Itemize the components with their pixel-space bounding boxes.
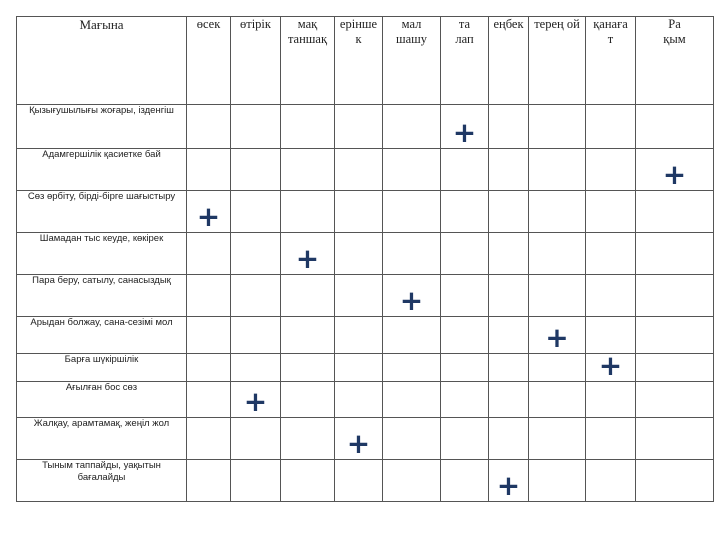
table-cell (529, 354, 586, 382)
table-cell (335, 233, 383, 275)
table-cell (281, 233, 335, 275)
corner-header: Мағына (17, 17, 187, 105)
table-cell (187, 275, 231, 317)
plus-mark: + (196, 200, 221, 233)
table-cell (231, 317, 281, 354)
row-label: Жалқау, арамтамақ, жеңіл жол (17, 418, 187, 460)
table-cell (231, 191, 281, 233)
table-cell (187, 191, 231, 233)
column-header: ерінше к (335, 17, 383, 105)
table-cell (335, 317, 383, 354)
table-cell (187, 418, 231, 460)
column-header: мақ таншақ (281, 17, 335, 105)
table-cell (529, 460, 586, 502)
column-header: өтірік (231, 17, 281, 105)
table-cell (231, 233, 281, 275)
table-cell (489, 382, 529, 418)
table-cell (441, 275, 489, 317)
table-cell (441, 382, 489, 418)
table-cell (529, 418, 586, 460)
plus-mark: + (346, 427, 371, 460)
table-cell (586, 460, 636, 502)
plus-mark: + (399, 284, 424, 317)
table-cell (441, 233, 489, 275)
table-cell (586, 275, 636, 317)
table-cell (529, 317, 586, 354)
column-header: Ра қым (636, 17, 714, 105)
table-cell (529, 382, 586, 418)
table-cell (636, 105, 714, 149)
row-label: Ағылған бос сөз (17, 382, 187, 418)
table-row (17, 149, 714, 191)
column-header: қанаға т (586, 17, 636, 105)
table-cell (281, 418, 335, 460)
table-cell (489, 418, 529, 460)
table-cell (281, 354, 335, 382)
column-header: мал шашу (383, 17, 441, 105)
table-cell (489, 275, 529, 317)
table-cell (335, 418, 383, 460)
table-cell (187, 460, 231, 502)
table-cell (586, 105, 636, 149)
table-cell (187, 317, 231, 354)
header-row (17, 17, 714, 105)
table-cell (231, 354, 281, 382)
table-cell (383, 317, 441, 354)
table-cell (187, 382, 231, 418)
row-label: Шамадан тыс кеуде, көкірек (17, 233, 187, 275)
table-cell (383, 418, 441, 460)
plus-mark: + (598, 353, 623, 382)
table-cell (281, 149, 335, 191)
plus-mark: + (545, 321, 569, 354)
table-cell (187, 105, 231, 149)
plus-mark: + (496, 469, 521, 502)
table-cell (187, 233, 231, 275)
row-label: Адамгершілік қасиетке бай (17, 149, 187, 191)
column-header: терең ой (529, 17, 586, 105)
table-cell (586, 149, 636, 191)
plus-mark: + (243, 385, 268, 418)
table-row (17, 191, 714, 233)
table-body (17, 105, 714, 502)
table-cell (383, 354, 441, 382)
table-cell (383, 233, 441, 275)
column-header: та лап (441, 17, 489, 105)
table-cell (281, 460, 335, 502)
table-row (17, 460, 714, 502)
row-label: Қызығушылығы жоғары, ізденгіш (17, 105, 187, 149)
table-row (17, 418, 714, 460)
table-cell (636, 418, 714, 460)
plus-mark: + (452, 116, 477, 149)
table-cell (281, 382, 335, 418)
table-cell (231, 460, 281, 502)
table-cell (529, 149, 586, 191)
table-cell (529, 233, 586, 275)
table-cell (281, 191, 335, 233)
table-cell (441, 191, 489, 233)
table-cell (586, 354, 636, 382)
table-cell (441, 317, 489, 354)
table-row (17, 275, 714, 317)
table-cell (636, 149, 714, 191)
table-cell (231, 105, 281, 149)
table-cell (441, 149, 489, 191)
column-header: еңбек (489, 17, 529, 105)
row-label: Арыдан болжау, сана-сезімі мол (17, 317, 187, 354)
table-cell (335, 275, 383, 317)
table-cell (187, 149, 231, 191)
table-cell (383, 460, 441, 502)
table-cell (489, 105, 529, 149)
plus-mark: + (295, 242, 320, 275)
table-cell (636, 354, 714, 382)
table-cell (441, 354, 489, 382)
table-row (17, 382, 714, 418)
table-cell (281, 275, 335, 317)
table-cell (231, 275, 281, 317)
row-label: Сөз өрбіту, бірді-бірге шағыстыру (17, 191, 187, 233)
table-row (17, 233, 714, 275)
table-cell (335, 460, 383, 502)
table-cell (383, 382, 441, 418)
table-row (17, 105, 714, 149)
table-cell (335, 105, 383, 149)
table-cell (383, 149, 441, 191)
row-label: Пара беру, сатылу, санасыздық (17, 275, 187, 317)
table-cell (489, 191, 529, 233)
table-cell (636, 460, 714, 502)
table-cell (335, 149, 383, 191)
table-cell (586, 418, 636, 460)
table-cell (441, 460, 489, 502)
table-cell (636, 382, 714, 418)
table-cell (335, 354, 383, 382)
table-cell (636, 317, 714, 354)
table-cell (231, 149, 281, 191)
table-cell (441, 105, 489, 149)
table-cell (383, 275, 441, 317)
table-row (17, 317, 714, 354)
table-cell (281, 105, 335, 149)
table-cell (529, 191, 586, 233)
row-label: Барға шүкіршілік (17, 354, 187, 382)
table-cell (636, 191, 714, 233)
table-row (17, 354, 714, 382)
table-cell (489, 317, 529, 354)
row-label: Тыным таппайды, уақытын бағалайды (17, 460, 187, 502)
table-cell (489, 149, 529, 191)
table-cell (187, 354, 231, 382)
table-cell (489, 354, 529, 382)
table-cell (586, 317, 636, 354)
table-cell (529, 105, 586, 149)
table-cell (636, 233, 714, 275)
plus-mark: + (662, 158, 687, 191)
matching-table (16, 16, 714, 502)
table-cell (231, 418, 281, 460)
table-cell (586, 382, 636, 418)
table-cell (281, 317, 335, 354)
table-cell (586, 191, 636, 233)
table-cell (335, 382, 383, 418)
table-cell (489, 233, 529, 275)
table-cell (636, 275, 714, 317)
table-cell (335, 191, 383, 233)
table-cell (383, 105, 441, 149)
table-cell (586, 233, 636, 275)
table-cell (441, 418, 489, 460)
table-cell (383, 191, 441, 233)
table-cell (231, 382, 281, 418)
table-cell (529, 275, 586, 317)
column-header: өсек (187, 17, 231, 105)
table-cell (489, 460, 529, 502)
